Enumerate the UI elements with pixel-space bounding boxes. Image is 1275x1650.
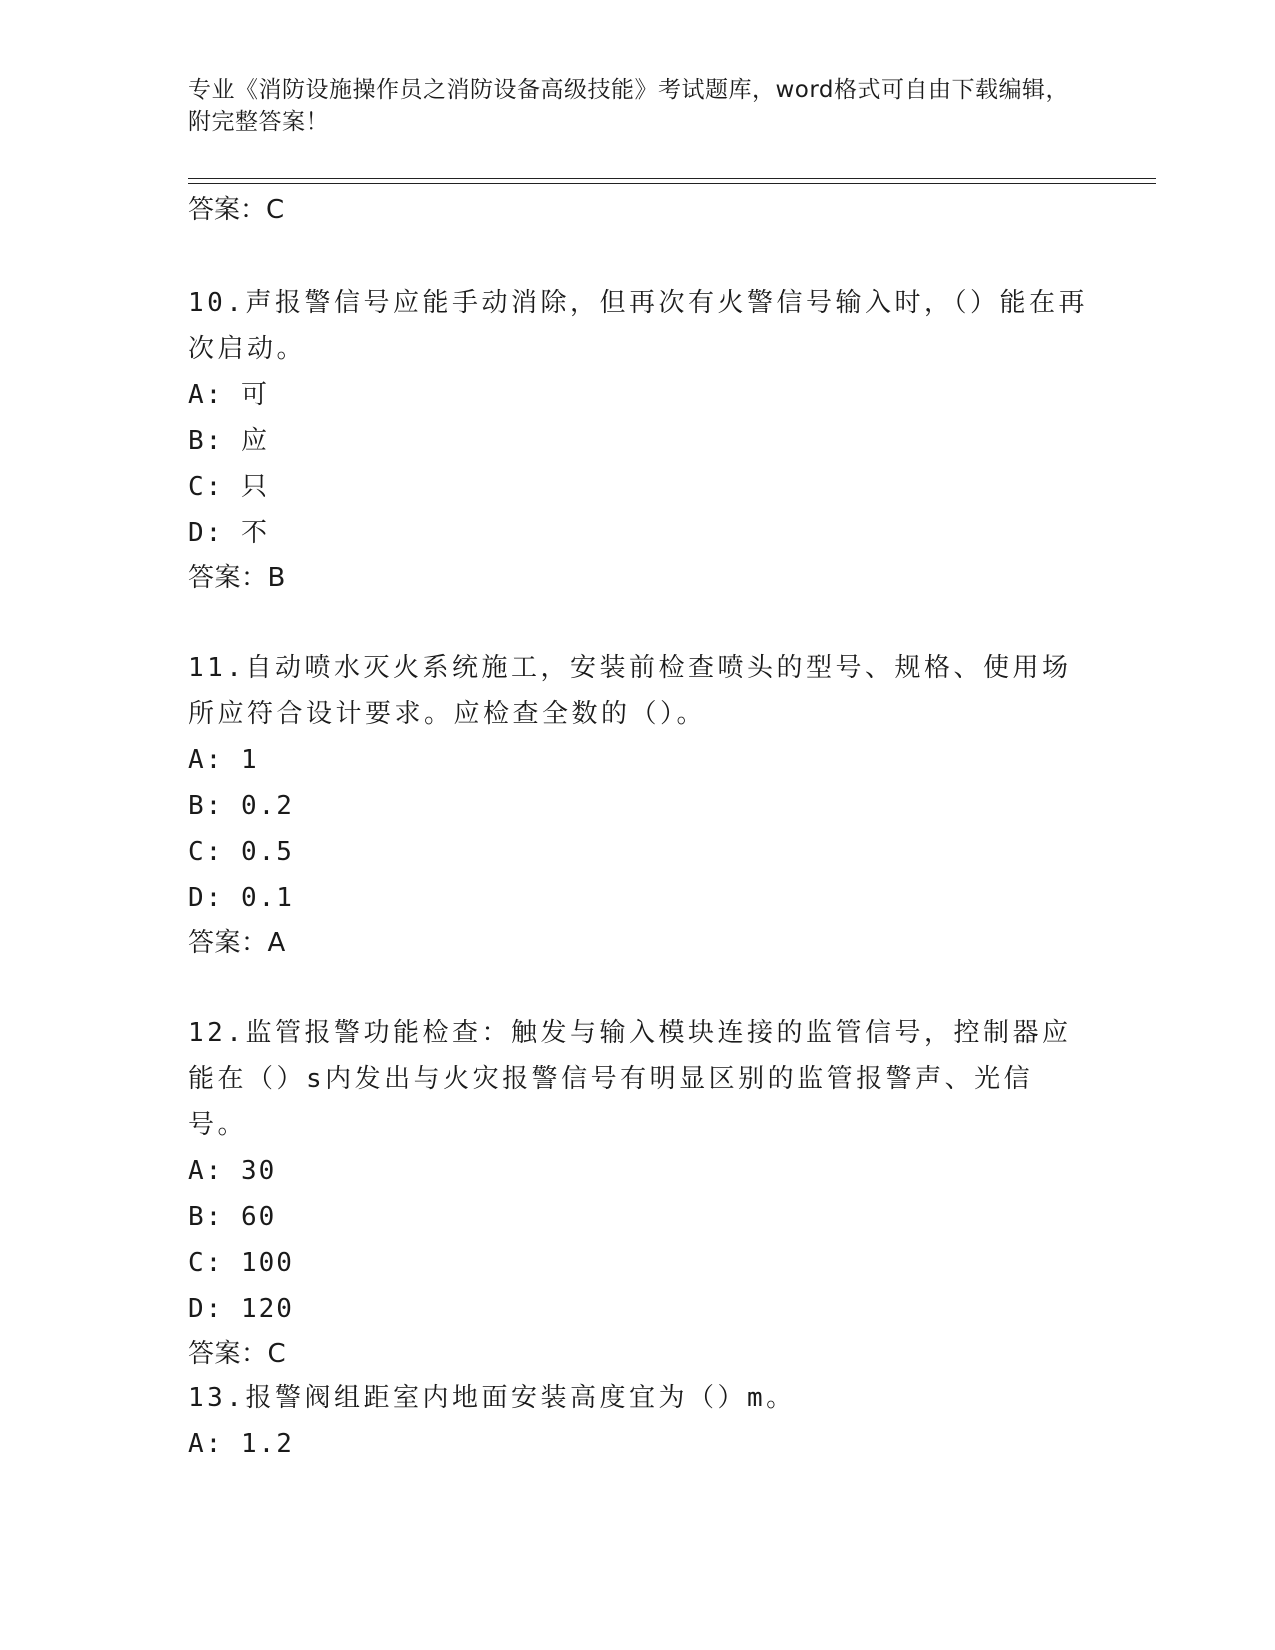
option-a: A: 可	[188, 380, 269, 410]
page-header: 专业《消防设施操作员之消防设备高级技能》考试题库，word格式可自由下载编辑，附完整答案！	[188, 77, 1070, 135]
option-b: B: 应	[188, 426, 269, 456]
option-b: B: 60	[188, 1202, 277, 1232]
option-a: A: 1	[188, 745, 259, 775]
option-c: C: 只	[188, 472, 269, 502]
option-b: B: 0.2	[188, 791, 294, 821]
option-c: C: 0.5	[188, 837, 294, 867]
option-d: D: 120	[188, 1294, 294, 1324]
question-13	[188, 1375, 1088, 1467]
option-a: A: 30	[188, 1156, 277, 1186]
question-text: 11.自动喷水灭火系统施工，安装前检查喷头的型号、规格、使用场所应符合设计要求。应检查全数的（）。	[188, 653, 1072, 729]
option-d: D: 不	[188, 518, 269, 548]
answer: 答案：C	[188, 1339, 287, 1369]
question-11	[188, 645, 1088, 965]
option-d: D: 0.1	[188, 883, 294, 913]
question-12	[188, 1010, 1088, 1376]
question-text: 13.报警阀组距室内地面安装高度宜为（）m。	[188, 1383, 796, 1413]
option-c: C: 100	[188, 1248, 294, 1278]
question-text: 12.监管报警功能检查：触发与输入模块连接的监管信号，控制器应能在（）s内发出与火灾报警信号有明显区别的监管报警声、光信号。	[188, 1018, 1072, 1140]
option-a: A: 1.2	[188, 1429, 294, 1459]
answer: 答案：B	[188, 563, 286, 593]
question-text: 10.声报警信号应能手动消除，但再次有火警信号输入时，（）能在再次启动。	[188, 288, 1088, 364]
header-divider-bottom	[188, 183, 1156, 184]
answer: 答案：A	[188, 928, 286, 958]
question-10	[188, 280, 1088, 600]
previous-answer: 答案：C	[188, 195, 285, 225]
header-divider-top	[188, 178, 1156, 179]
